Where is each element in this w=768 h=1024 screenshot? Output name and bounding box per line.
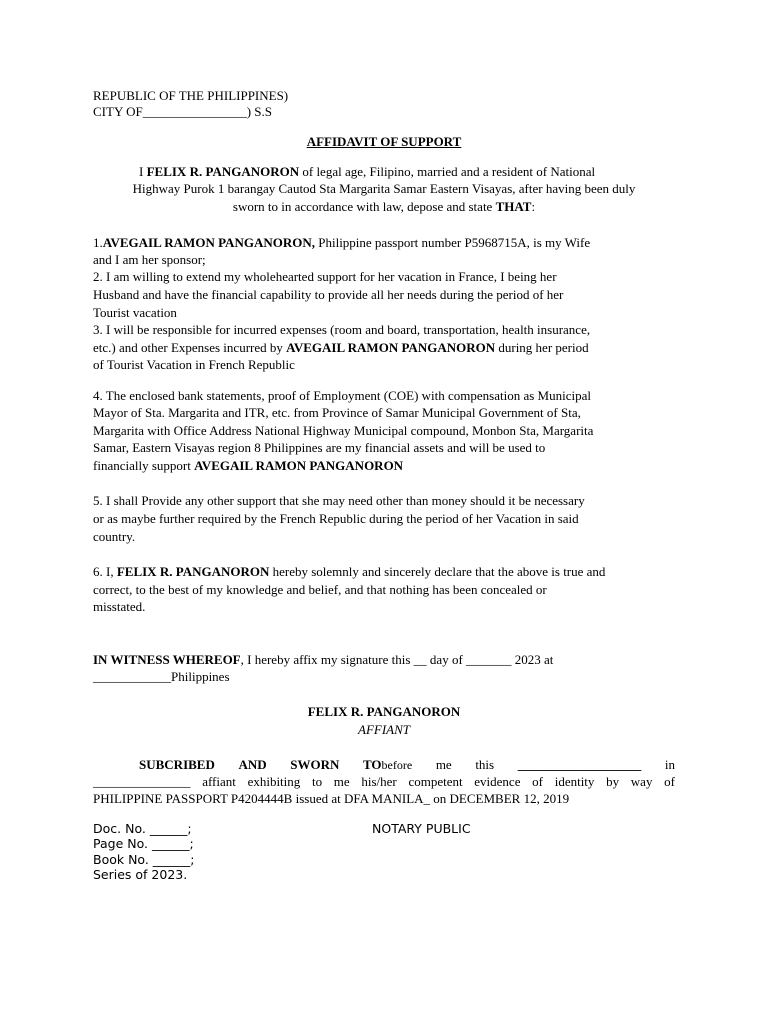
notary-page-no: Page No. ______; xyxy=(93,836,194,851)
notary-book-no: Book No. ______; xyxy=(93,852,195,867)
witness-line-1: IN WITNESS WHEREOF, I hereby affix my signature this __ day of _______ 2023 at xyxy=(93,652,554,667)
item1-line-2: and I am her sponsor; xyxy=(93,252,206,267)
notary-doc-no: Doc. No. ______; xyxy=(93,821,192,836)
document-title: AFFIDAVIT OF SUPPORT xyxy=(306,134,462,149)
intro-line-2: Highway Purok 1 barangay Cautod Sta Margarita Samar Eastern Visayas, after having been duly xyxy=(132,181,636,196)
notary-series: Series of 2023. xyxy=(93,867,188,882)
item5-line-3: country. xyxy=(93,529,136,544)
item6-line-3: misstated. xyxy=(93,599,146,614)
item1-line-1: 1.AVEGAIL RAMON PANGANORON, Philippine passport number P5968715A, is my Wife xyxy=(93,235,591,250)
affiant-name-intro: FELIX R. PANGANORON xyxy=(146,164,300,179)
item2-line-3: Tourist vacation xyxy=(93,305,177,320)
item6-line-1: 6. I, FELIX R. PANGANORON hereby solemnly and sincerely declare that the above is true and xyxy=(93,564,606,579)
item4-line-4: Samar, Eastern Visayas region 8 Philippines are my financial assets and will be used to xyxy=(93,440,546,455)
item4-line-2: Mayor of Sta. Margarita and ITR, etc. from Province of Samar Municipal Government of Sta, xyxy=(93,405,581,420)
item3-line-3: of Tourist Vacation in French Republic xyxy=(93,357,295,372)
item4-line-1: 4. The enclosed bank statements, proof of Employment (COE) with compensation as Municipal xyxy=(93,388,591,403)
header-republic: REPUBLIC OF THE PHILIPPINES) xyxy=(93,88,289,103)
jurat-line-3: PHILIPPINE PASSPORT P4204444B issued at DFA MANILA_ on DECEMBER 12, 2019 xyxy=(93,791,570,806)
item2-line-2: Husband and have the financial capability to provide all her needs during the period of her xyxy=(93,287,564,302)
witness-line-2: ____________Philippines xyxy=(93,669,230,684)
header-city: CITY OF________________) S.S xyxy=(93,104,273,119)
affiant-name: FELIX R. PANGANORON xyxy=(307,704,461,719)
affiant-role: AFFIANT xyxy=(358,722,410,737)
intro-line-3: sworn to in accordance with law, depose and state THAT: xyxy=(232,199,536,214)
item4-line-3: Margarita with Office Address National Highway Municipal compound, Monbon Sta, Margarita xyxy=(93,423,594,438)
item3-line-1: 3. I will be responsible for incurred expenses (room and board, transportation, health insurance, xyxy=(93,322,591,337)
jurat-line-1: SUBCRIBED AND SWORN TObefore me this ___________________ in xyxy=(139,757,675,772)
notary-public-label: NOTARY PUBLIC xyxy=(372,821,471,836)
intro-line-1: I FELIX R. PANGANORON of legal age, Filipino, married and a resident of National xyxy=(139,164,596,179)
item5-line-2: or as maybe further required by the French Republic during the period of her Vacation in said xyxy=(93,511,579,526)
item6-line-2: correct, to the best of my knowledge and belief, and that nothing has been concealed or xyxy=(93,582,547,597)
item5-line-1: 5. I shall Provide any other support that she may need other than money should it be necessary xyxy=(93,493,585,508)
item2-line-1: 2. I am willing to extend my wholehearted support for her vacation in France, I being her xyxy=(93,269,557,284)
item4-line-5: financially support AVEGAIL RAMON PANGANORON xyxy=(93,458,404,473)
jurat-line-2: _______________ affiant exhibiting to me his/her competent evidence of identity by way of xyxy=(93,774,675,789)
item3-line-2: etc.) and other Expenses incurred by AVEGAIL RAMON PANGANORON during her period xyxy=(93,340,589,355)
